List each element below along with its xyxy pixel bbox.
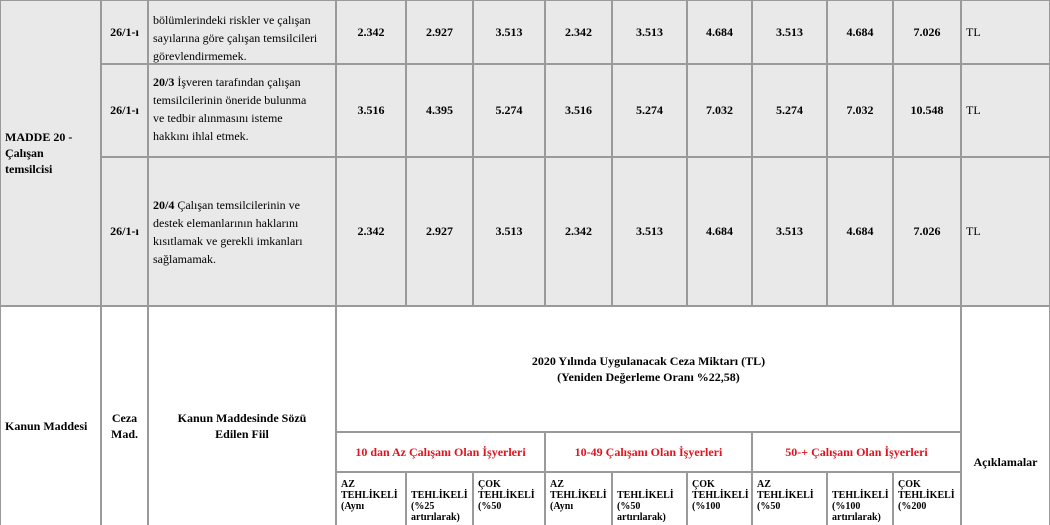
fiil-description-cell: 20/3 İşveren tarafından çalışan temsilcilerinin öneride bulunma ve tedbir alınmasını isteme hakkını ihlal etmek. <box>148 64 336 157</box>
value-cell: 3.516 <box>545 64 612 157</box>
value-cell: 7.032 <box>827 64 893 157</box>
value-cell: 4.684 <box>827 157 893 306</box>
unit-cell: TL <box>961 157 1050 306</box>
value-cell: 3.513 <box>752 0 827 64</box>
value-cell: 7.032 <box>687 64 752 157</box>
madde-label-line1: MADDE 20 - <box>5 129 73 144</box>
value-cell: 4.684 <box>687 157 752 306</box>
subheader-cell: AZ TEHLİKELİ (Aynı <box>545 472 612 525</box>
madde-20-cell <box>0 0 101 306</box>
madde-label-line2: Çalışan <box>5 145 44 160</box>
subheader-cell: TEHLİKELİ (%25 artırılarak) <box>406 472 473 525</box>
value-cell: 2.342 <box>336 157 406 306</box>
value-cell: 3.513 <box>612 157 687 306</box>
subheader-cell: ÇOK TEHLİKELİ (%50 <box>473 472 545 525</box>
header-aciklamalar: Açıklamalar <box>961 306 1050 525</box>
subheader-cell: TEHLİKELİ (%50 artırılarak) <box>612 472 687 525</box>
subheader-cell: TEHLİKELİ (%100 artırılarak) <box>827 472 893 525</box>
value-cell: 5.274 <box>612 64 687 157</box>
value-cell: 7.026 <box>893 0 961 64</box>
subheader-cell: AZ TEHLİKELİ (Aynı <box>336 472 406 525</box>
value-cell: 5.274 <box>752 64 827 157</box>
madde-label-line3: temsilcisi <box>5 162 53 177</box>
subheader-cell: AZ TEHLİKELİ (%50 <box>752 472 827 525</box>
value-cell: 2.342 <box>545 157 612 306</box>
header-fiil: Kanun Maddesinde Sözü Edilen Fiil <box>148 306 336 525</box>
value-cell: 3.516 <box>336 64 406 157</box>
subheader-cell: ÇOK TEHLİKELİ (%200 <box>893 472 961 525</box>
value-cell: 2.927 <box>406 157 473 306</box>
subheader-cell: ÇOK TEHLİKELİ (%100 <box>687 472 752 525</box>
fiil-description-cell: bölümlerindeki riskler ve çalışan sayılarına göre çalışan temsilcileri görevlendirmemek. <box>148 0 336 64</box>
group-header-small: 10 dan Az Çalışanı Olan İşyerleri <box>336 432 545 472</box>
header-title: 2020 Yılında Uygulanacak Ceza Miktarı (TL) (Yeniden Değerleme Oranı %22,58) <box>336 306 961 432</box>
fiil-description-cell: 20/4 Çalışan temsilcilerinin ve destek elemanlarının haklarını kısıtlamak ve gerekli imkanları sağlamamak. <box>148 157 336 306</box>
ceza-mad-cell: 26/1-ı <box>101 157 148 306</box>
header-ceza-mad: Ceza Mad. <box>101 306 148 525</box>
value-cell: 4.684 <box>687 0 752 64</box>
group-header-medium: 10-49 Çalışanı Olan İşyerleri <box>545 432 752 472</box>
ceza-mad-cell: 26/1-ı <box>101 0 148 64</box>
value-cell: 3.513 <box>752 157 827 306</box>
value-cell: 2.927 <box>406 0 473 64</box>
value-cell: 7.026 <box>893 157 961 306</box>
group-header-large: 50-+ Çalışanı Olan İşyerleri <box>752 432 961 472</box>
unit-cell: TL <box>961 0 1050 64</box>
unit-cell: TL <box>961 64 1050 157</box>
value-cell: 2.342 <box>545 0 612 64</box>
value-cell: 3.513 <box>612 0 687 64</box>
value-cell: 3.513 <box>473 0 545 64</box>
value-cell: 2.342 <box>336 0 406 64</box>
value-cell: 4.395 <box>406 64 473 157</box>
ceza-mad-cell: 26/1-ı <box>101 64 148 157</box>
value-cell: 5.274 <box>473 64 545 157</box>
header-kanun-maddesi: Kanun Maddesi <box>0 306 101 525</box>
value-cell: 3.513 <box>473 157 545 306</box>
value-cell: 10.548 <box>893 64 961 157</box>
value-cell: 4.684 <box>827 0 893 64</box>
